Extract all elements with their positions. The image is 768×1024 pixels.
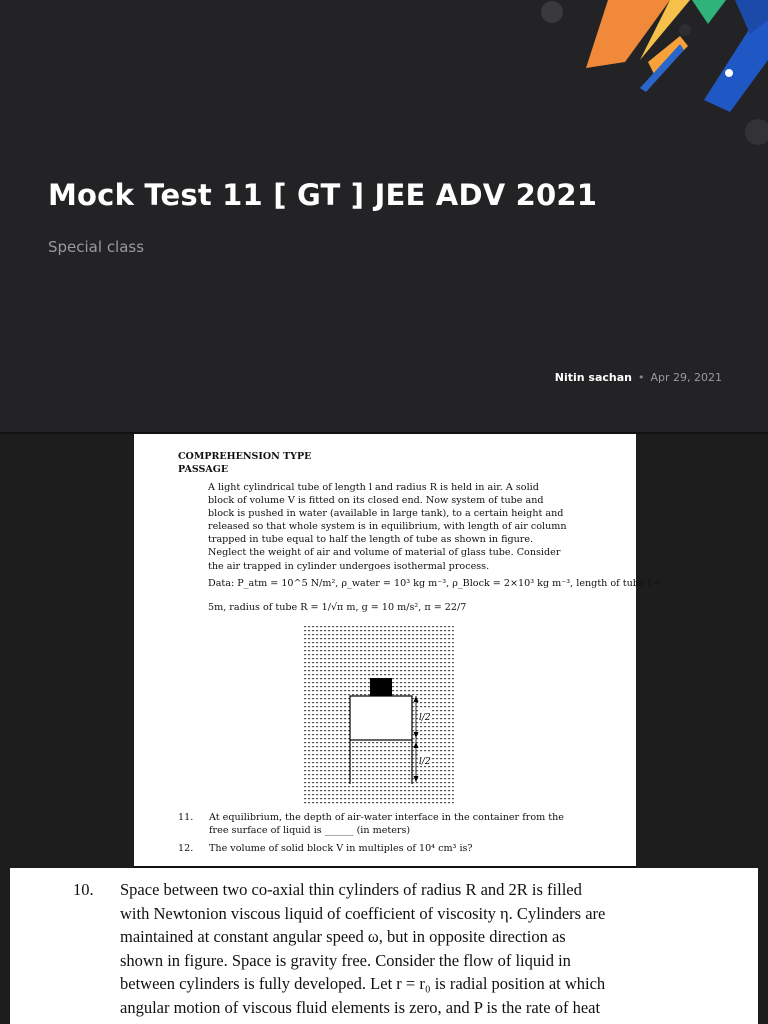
post-meta (555, 371, 722, 384)
passage-heading: PASSAGE (178, 464, 229, 475)
document-page (134, 434, 662, 866)
page-margin-right (636, 434, 768, 868)
passage-line: block is pushed in water (available in large tank), to a certain height and (208, 508, 564, 520)
passage-line: Neglect the weight of air and volume of material of glass tube. Consider (208, 547, 561, 559)
question-text-block (120, 878, 605, 1019)
section-heading: COMPREHENSION TYPE (178, 451, 312, 462)
question-number: 12. (178, 843, 194, 854)
question-line: angular motion of viscous fluid elements is zero, and P is the rate of heat (120, 997, 601, 1017)
question-line: between cylinders is fully developed. Let r = r₀ is radial position at which (120, 974, 606, 993)
scan-edge-right (758, 868, 768, 1024)
passage-line: the air trapped in cylinder undergoes isothermal process. (208, 560, 490, 572)
author-name[interactable]: Nitin sachan (554, 371, 632, 384)
passage-line: block of volume V is fitted on its closed end. Now system of tube and (208, 495, 544, 507)
air-column (350, 696, 412, 740)
page-margin-left (0, 434, 134, 868)
data-line: Data: P_atm = 10^5 N/m², ρ_water = 10³ kg m⁻³, ρ_Block = 2×10³ kg m⁻³, length of tube l = (208, 578, 662, 589)
question-line: maintained at constant angular speed ω, but in opposite direction as (120, 927, 566, 946)
solid-block (370, 678, 392, 696)
question-text: At equilibrium, the depth of air-water interface in the container from the (209, 812, 564, 823)
passage-line: released so that whole system is in equilibrium, with length of air column (208, 521, 567, 533)
passage-text (208, 481, 608, 573)
page-subtitle: Special class (48, 238, 145, 256)
question-line: shown in figure. Space is gravity free. Consider the flow of liquid in (120, 950, 571, 970)
scan-edge-left (0, 868, 10, 1024)
passage-line: A light cylindrical tube of length l and radius R is held in air. A solid (208, 482, 539, 493)
header-card (0, 0, 768, 432)
question-line: Space between two co-axial thin cylinders of radius R and 2R is filled (120, 880, 582, 899)
decorative-pen-art (530, 0, 768, 160)
page-title: Mock Test 11 [ GT ] JEE ADV 2021 (48, 178, 598, 212)
question-text: The volume of solid block V in multiples of 10⁴ cm³ is? (209, 843, 473, 854)
question-line: with Newtonion viscous liquid of coefficient of viscosity η. Cylinders are (120, 903, 606, 923)
lower-half-label: l/2 (419, 757, 431, 767)
meta-separator: • (637, 371, 645, 384)
upper-half-label: l/2 (419, 713, 431, 723)
post-date: Apr 29, 2021 (650, 371, 722, 384)
tube-figure (304, 626, 454, 806)
question-text: free surface of liquid is ______ (in meters) (209, 825, 411, 836)
passage-line: trapped in tube equal to half the length of tube as shown in figure. (208, 534, 534, 546)
question-number: 11. (178, 812, 194, 823)
question-number: 10. (73, 880, 94, 899)
data-line-2: 5m, radius of tube R = 1/√π m, g = 10 m/s², π = 22/7 (208, 602, 467, 613)
scanned-question (0, 868, 768, 1024)
